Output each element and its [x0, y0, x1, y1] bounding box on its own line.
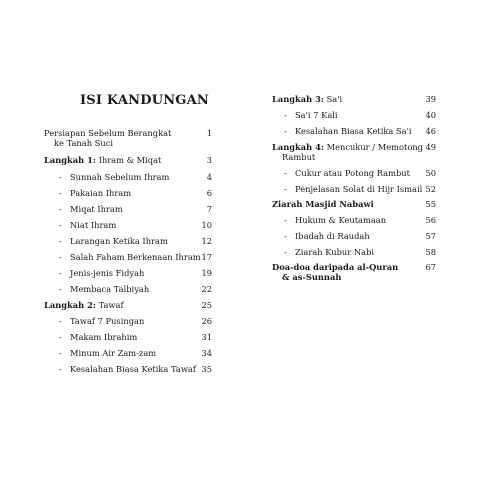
- toc-entry: [44, 300, 212, 310]
- page-number: 35: [201, 364, 212, 374]
- toc-entry-line: Persiapan Sebelum Berangkat: [44, 128, 172, 138]
- page-number: 57: [425, 231, 436, 241]
- toc-entry: [272, 110, 436, 120]
- dash-bullet: -: [59, 204, 62, 214]
- page-number: 10: [201, 220, 212, 230]
- toc-entry-line: [272, 142, 423, 152]
- toc-entry-title: [272, 142, 436, 162]
- toc-entry: [44, 204, 212, 214]
- dash-bullet: -: [284, 247, 287, 257]
- page-number: 40: [425, 110, 436, 120]
- toc-entry-title: Kesalahan Biasa Ketika Tawaf: [70, 364, 196, 374]
- toc-entry: [272, 262, 436, 282]
- toc-entry: [44, 220, 212, 230]
- section-name: Tawaf: [95, 300, 124, 310]
- toc-entry: [44, 348, 212, 358]
- page-number: 52: [425, 184, 436, 194]
- dash-bullet: -: [59, 316, 62, 326]
- page-number: 1: [206, 128, 212, 138]
- toc-entry-line: Rambut: [282, 152, 316, 162]
- page-number: 22: [201, 284, 212, 294]
- toc-entry-title: Ibadah di Raudah: [295, 231, 370, 241]
- dash-bullet: -: [59, 348, 62, 358]
- toc-entry: [272, 94, 436, 104]
- toc-entry: [272, 142, 436, 162]
- page-number: 56: [425, 215, 436, 225]
- toc-entry-title: Penjelasan Solat di Hijr Ismail: [295, 184, 423, 194]
- toc-entry: [272, 199, 436, 209]
- toc-entry: [44, 155, 212, 165]
- toc-entry: [272, 231, 436, 241]
- toc-entry-title: Larangan Ketika Ihram: [70, 236, 168, 246]
- dash-bullet: -: [59, 188, 62, 198]
- toc-entry: [272, 247, 436, 257]
- toc-entry-title: Sa'i 7 Kali: [295, 110, 338, 120]
- page-number: 25: [201, 300, 212, 310]
- toc-entry-title: Salah Faham Berkenaan Ihram: [70, 252, 201, 262]
- page-number: 26: [201, 316, 212, 326]
- toc-entry: [44, 252, 212, 262]
- section-name: Mencukur / Memotong: [323, 142, 423, 152]
- page-number: 67: [425, 262, 436, 272]
- toc-entry-title: [272, 262, 436, 282]
- page-number: 46: [425, 126, 436, 136]
- toc-entry: [272, 126, 436, 136]
- page-number: 58: [425, 247, 436, 257]
- dash-bullet: -: [284, 126, 287, 136]
- toc-entry: [44, 188, 212, 198]
- page-title: ISI KANDUNGAN: [80, 93, 209, 108]
- dash-bullet: -: [59, 332, 62, 342]
- dash-bullet: -: [59, 220, 62, 230]
- toc-entry-title: Kesalahan Biasa Ketika Sa'i: [295, 126, 412, 136]
- page-number: 50: [425, 168, 436, 178]
- toc-entry-title: Makam Ibrahim: [70, 332, 138, 342]
- dash-bullet: -: [59, 172, 62, 182]
- page-number: 4: [206, 172, 212, 182]
- toc-entry: [272, 215, 436, 225]
- dash-bullet: -: [59, 252, 62, 262]
- toc-entry: [44, 236, 212, 246]
- toc-entry-title: Minum Air Zam-zam: [70, 348, 157, 358]
- page-number: 49: [425, 142, 436, 152]
- toc-entry-title: Ziarah Masjid Nabawi: [272, 199, 374, 209]
- dash-bullet: -: [284, 110, 287, 120]
- toc-entry: [44, 284, 212, 294]
- toc-entry-title: [44, 300, 212, 310]
- section-label: Langkah 3:: [272, 94, 324, 104]
- page-number: 7: [206, 204, 212, 214]
- page-number: 31: [201, 332, 212, 342]
- toc-entry-line: ke Tanah Suci: [54, 138, 114, 148]
- toc-entry: [272, 168, 436, 178]
- toc-entry: [44, 128, 212, 148]
- dash-bullet: -: [284, 184, 287, 194]
- section-name: Sa'i: [323, 94, 343, 104]
- toc-entry-title: Membaca Talbiyah: [70, 284, 150, 294]
- page-number: 3: [206, 155, 212, 165]
- dash-bullet: -: [59, 268, 62, 278]
- page-number: 6: [206, 188, 212, 198]
- toc-entry-title: Miqat Ihram: [70, 204, 123, 214]
- toc-entry: [44, 332, 212, 342]
- toc-entry-title: [44, 128, 212, 148]
- dash-bullet: -: [284, 168, 287, 178]
- toc-entry: [44, 364, 212, 374]
- toc-entry-line: & as-Sunnah: [282, 272, 342, 282]
- page-number: 55: [425, 199, 436, 209]
- dash-bullet: -: [59, 284, 62, 294]
- page-number: 12: [201, 236, 212, 246]
- toc-entry-title: Pakaian Ihram: [70, 188, 132, 198]
- toc-entry-title: Hukum & Keutamaan: [295, 215, 387, 225]
- toc-entry-title: Ziarah Kubur Nabi: [295, 247, 375, 257]
- page-number: 19: [201, 268, 212, 278]
- dash-bullet: -: [284, 231, 287, 241]
- toc-entry-title: Niat Ihram: [70, 220, 117, 230]
- section-label: Langkah 4:: [272, 142, 324, 152]
- toc-entry-title: Cukur atau Potong Rambut: [295, 168, 410, 178]
- toc-entry-title: [272, 94, 436, 104]
- toc-entry-title: Tawaf 7 Pusingan: [70, 316, 145, 326]
- toc-entry: [44, 268, 212, 278]
- page-number: 17: [201, 252, 212, 262]
- section-label: Langkah 1:: [44, 155, 96, 165]
- toc-entry: [44, 316, 212, 326]
- page-number: 39: [425, 94, 436, 104]
- dash-bullet: -: [284, 215, 287, 225]
- toc-entry: [44, 172, 212, 182]
- toc-entry-title: [44, 155, 212, 165]
- toc-entry: [272, 184, 436, 194]
- section-name: Ihram & Miqat: [95, 155, 162, 165]
- dash-bullet: -: [59, 364, 62, 374]
- toc-entry-title: Sunnah Sebelum Ihram: [70, 172, 170, 182]
- toc-entry-line: Doa-doa daripada al-Quran: [272, 262, 399, 272]
- dash-bullet: -: [59, 236, 62, 246]
- section-label: Langkah 2:: [44, 300, 96, 310]
- page-number: 34: [201, 348, 212, 358]
- toc-entry-title: Jenis-jenis Fidyah: [70, 268, 145, 278]
